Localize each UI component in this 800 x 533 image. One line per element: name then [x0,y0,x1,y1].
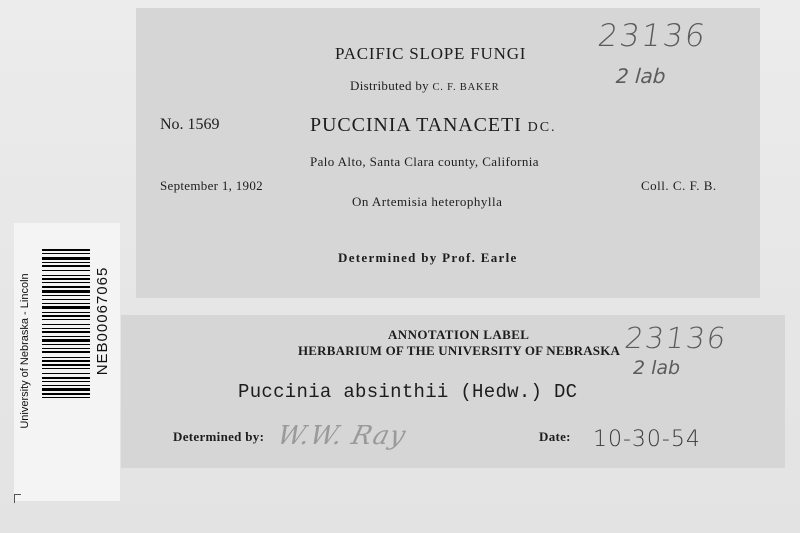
institution-name: University of Nebraska - Lincoln [19,273,31,429]
handwritten-label-count: 2 lab [633,357,681,379]
determined-by: Determined by Prof. Earle [338,250,518,265]
species-name: PUCCINIA TANACETI [310,114,522,136]
handwritten-accession-number: 23136 [622,321,730,355]
annotated-species: Puccinia absinthii (Hedw.) DC [238,381,578,403]
date-label: Date: [539,429,571,444]
species-author: DC. [527,120,557,135]
crop-mark [14,494,21,503]
handwritten-accession-number: 23136 [595,18,710,54]
collection-date: September 1, 1902 [160,178,263,193]
barcode-label [14,223,120,501]
herbarium-name: HERBARIUM OF THE UNIVERSITY OF NEBRASKA [298,343,621,358]
locality: Palo Alto, Santa Clara county, California [310,154,539,169]
collector: Coll. C. F. B. [641,178,717,193]
distributor-line [350,78,499,94]
distributor-name: C. F. BAKER [432,82,500,93]
host-plant: On Artemisia heterophylla [352,194,503,209]
distributor-prefix: Distributed by [350,78,433,93]
handwritten-label-count: 2 lab [615,64,667,88]
determined-by-label: Determined by: [173,429,265,444]
label-title: PACIFIC SLOPE FUNGI [335,44,527,63]
catalog-number: NEB00067065 [94,266,111,376]
annotation-label [121,315,785,468]
determination-date: 10-30-54 [593,427,701,452]
annotation-heading: ANNOTATION LABEL [388,327,530,342]
specimen-number: No. 1569 [160,116,220,133]
barcode-icon [42,249,90,477]
specimen-label [136,8,760,298]
determiner-signature: W.W. Ray [274,421,410,451]
species-line [310,114,557,137]
